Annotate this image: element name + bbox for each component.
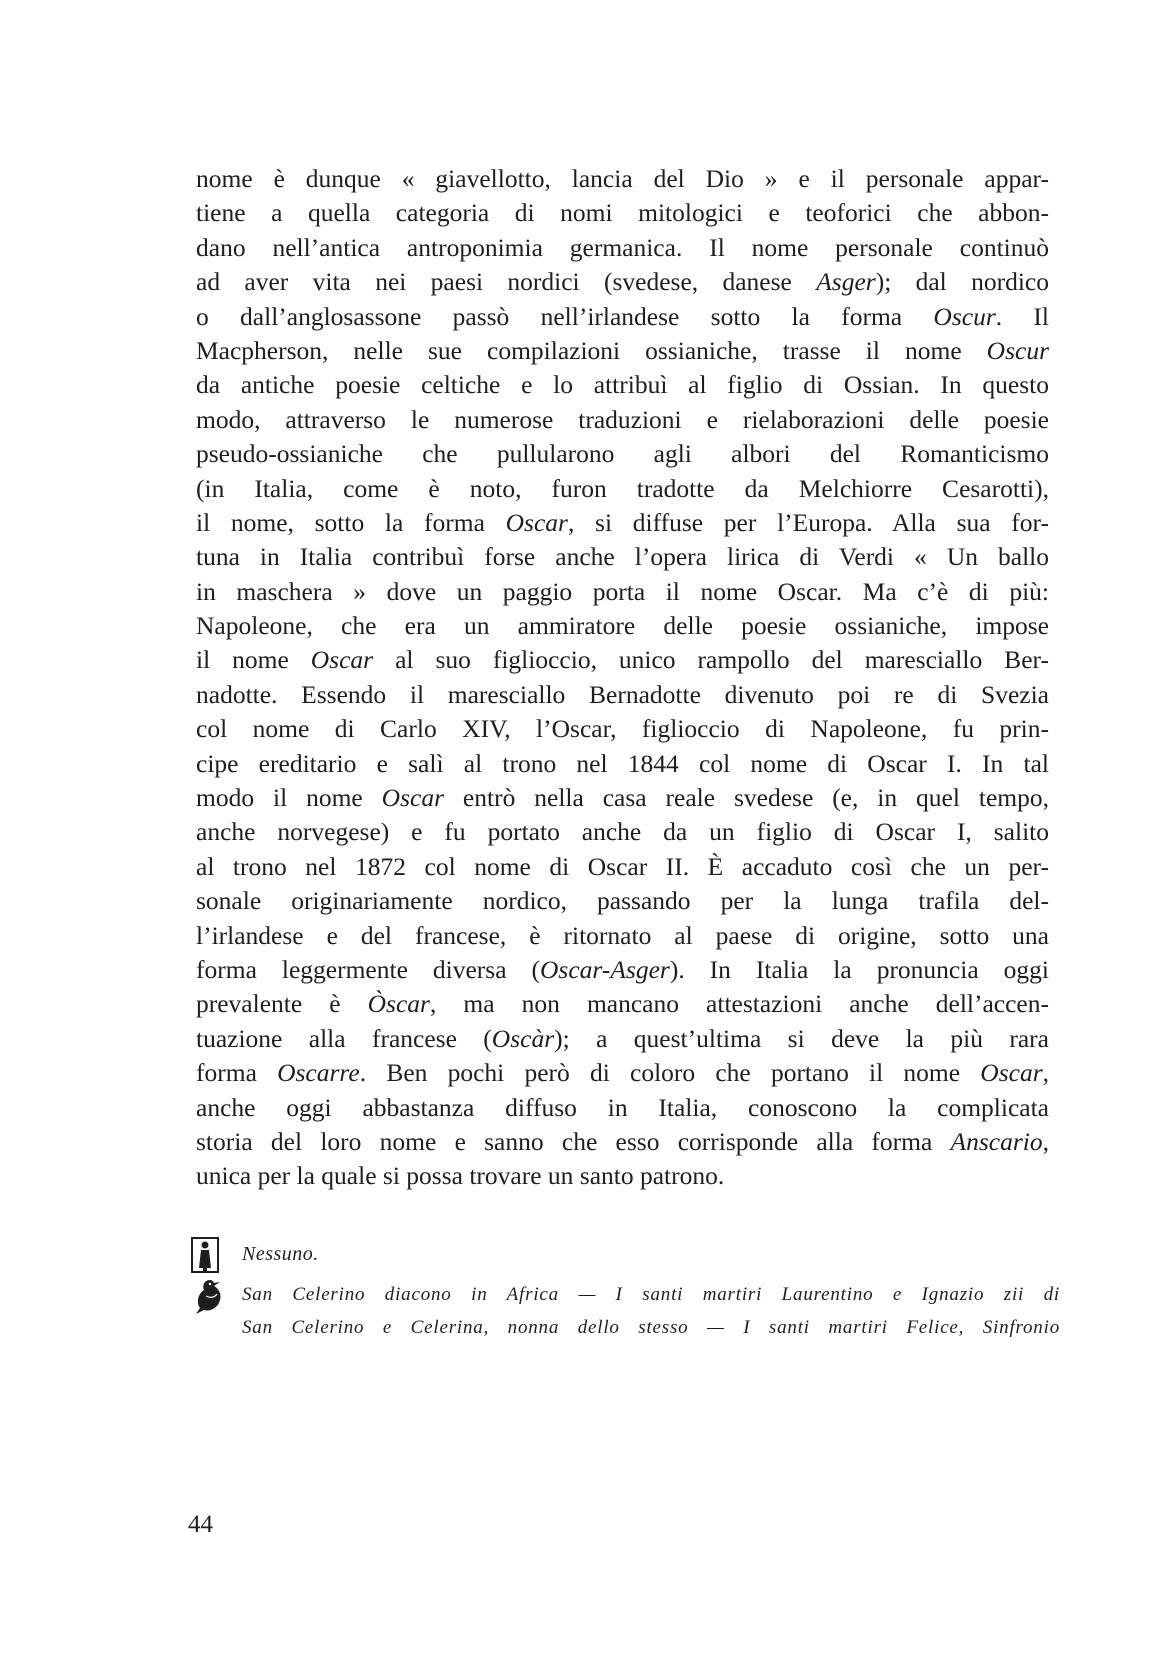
text-line: Napoleone, che era un ammiratore delle poesie ossianiche, impose xyxy=(196,611,1049,641)
saints-line-2: San Celerino e Celerina, nonna dello stesso — I santi martiri Felice, Sinfronio xyxy=(242,1317,1060,1338)
page-number: 44 xyxy=(188,1511,213,1538)
text-line: nadotte. Essendo il maresciallo Bernadotte divenuto poi re di Svezia xyxy=(196,679,1049,709)
text-line: sonale originariamente nordico, passando per la lunga trafila del- xyxy=(196,886,1049,916)
italic-term: Oscur xyxy=(933,301,996,331)
text-line: Macpherson, nelle sue compilazioni ossianiche, trasse il nome Oscur xyxy=(196,335,1049,365)
text-line: forma Oscarre. Ben pochi però di coloro che portano il nome Oscar, xyxy=(196,1058,1049,1088)
text-line: in maschera » dove un paggio porta il nome Oscar. Ma c’è di più: xyxy=(196,576,1049,606)
standing-saint-figure-icon xyxy=(190,1236,220,1279)
text-line: col nome di Carlo XIV, l’Oscar, figlioccio di Napoleone, fu prin- xyxy=(196,714,1049,744)
text-line: nome è dunque « giavellotto, lancia del Dio » e il personale appar- xyxy=(196,164,1049,193)
italic-term: Oscar xyxy=(505,507,568,537)
text-line: l’irlandese e del francese, è ritornato al paese di origine, sotto una xyxy=(196,920,1049,950)
main-paragraph xyxy=(196,162,1049,1194)
text-line: ad aver vita nei paesi nordici (svedese, danese Asger); dal nordico xyxy=(196,267,1049,297)
italic-term: Òscar xyxy=(367,989,430,1019)
italic-term: Oscar xyxy=(980,1058,1043,1088)
italic-term: Oscarre xyxy=(277,1058,360,1088)
italic-term: Oscar xyxy=(310,645,374,675)
text-line: forma leggermente diversa (Oscar-Asger). In Italia la pronuncia oggi xyxy=(196,954,1049,984)
text-line: unica per la quale si possa trovare un santo patrono. xyxy=(196,1161,725,1191)
text-line: modo il nome Oscar entrò nella casa reale svedese (e, in quel tempo, xyxy=(196,783,1049,813)
saints-note xyxy=(190,1278,1060,1344)
text-line: il nome, sotto la forma Oscar, si diffuse per l’Europa. Alla sua for- xyxy=(196,507,1049,537)
saints-line-1: San Celerino diacono in Africa — I santi martiri Laurentino e Ignazio zii di xyxy=(242,1284,1060,1305)
italic-term: Oscar-Asger xyxy=(540,954,670,984)
text-line: o dall’anglosassone passò nell’irlandese sotto la forma Oscur. Il xyxy=(196,301,1049,331)
text-line: modo, attraverso le numerose traduzioni e rielaborazioni delle poesie xyxy=(196,404,1049,434)
text-line: anche oggi abbastanza diffuso in Italia, conoscono la complicata xyxy=(196,1092,1049,1122)
italic-term: Oscar xyxy=(381,783,445,813)
text-line: prevalente è Òscar, ma non mancano attestazioni anche dell’accen- xyxy=(196,989,1049,1019)
bird-icon xyxy=(190,1274,228,1321)
text-line: cipe ereditario e salì al trono nel 1844 col nome di Oscar I. In tal xyxy=(196,748,1049,778)
text-line: pseudo-ossianiche che pullularono agli albori del Romanticismo xyxy=(196,439,1049,469)
text-line: da antiche poesie celtiche e lo attribuì al figlio di Ossian. In questo xyxy=(196,370,1049,400)
italic-term: Oscur xyxy=(986,335,1049,365)
text-line: tuna in Italia contribuì forse anche l’opera lirica di Verdi « Un ballo xyxy=(196,542,1049,572)
text-line: storia del loro nome e sanno che esso corrisponde alla forma Anscario, xyxy=(196,1126,1049,1156)
text-line: tiene a quella categoria di nomi mitologici e teoforici che abbon- xyxy=(196,198,1049,228)
italic-term: Anscario xyxy=(950,1126,1043,1156)
patron-saint-note xyxy=(190,1236,1060,1278)
text-line: il nome Oscar al suo figlioccio, unico rampollo del maresciallo Ber- xyxy=(196,645,1049,675)
italic-term: Asger xyxy=(816,267,876,297)
text-line: (in Italia, come è noto, furon tradotte da Melchiorre Cesarotti), xyxy=(196,473,1049,503)
notes-section xyxy=(190,1236,1060,1344)
no-patron-text: Nessuno. xyxy=(242,1243,319,1265)
text-line: anche norvegese) e fu portato anche da un figlio di Oscar I, salito xyxy=(196,817,1049,847)
italic-term: Oscàr xyxy=(491,1023,555,1053)
text-line: al trono nel 1872 col nome di Oscar II. È accaduto così che un per- xyxy=(196,851,1049,881)
text-line: dano nell’antica antroponimia germanica. Il nome personale continuò xyxy=(196,232,1049,262)
text-line: tuazione alla francese (Oscàr); a quest’ultima si deve la più rara xyxy=(196,1023,1049,1053)
